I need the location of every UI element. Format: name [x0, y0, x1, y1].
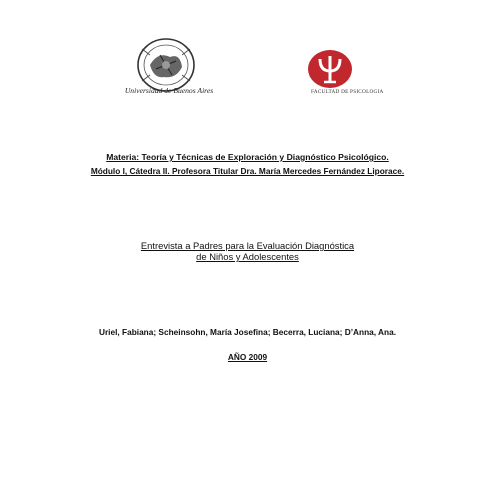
document-year: AÑO 2009 [227, 352, 268, 362]
psi-logo-icon [307, 49, 353, 89]
document-title-line-2: de Niños y Adolescentes [196, 251, 299, 262]
course-module: Módulo I, Cátedra II. Profesora Titular Dra. María Mercedes Fernández Liporace. [90, 166, 405, 176]
authors: Uriel, Fabiana; Scheinsohn, María Josefina; Becerra, Luciana; D’Anna, Ana. [98, 327, 397, 337]
document-title-line-1: Entrevista a Padres para la Evaluación Diagnóstica [140, 240, 355, 251]
course-subject: Materia: Teoría y Técnicas de Exploración y Diagnóstico Psicológico. [106, 152, 389, 162]
university-logo-caption: Universidad de Buenos Aires [124, 86, 214, 95]
psychology-faculty-caption: FACULTAD DE PSICOLOGIA [311, 89, 384, 95]
